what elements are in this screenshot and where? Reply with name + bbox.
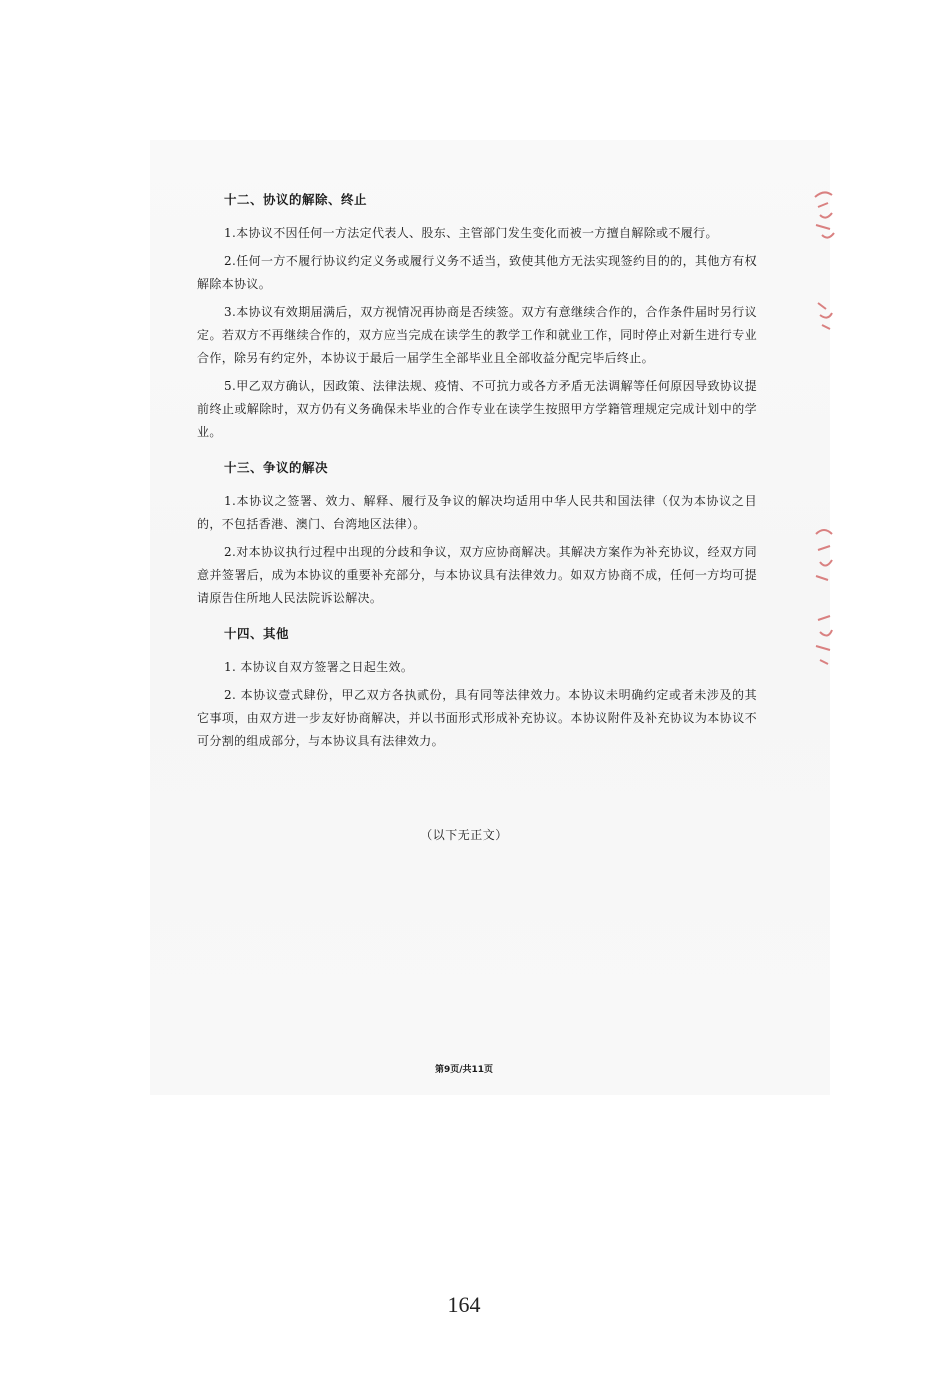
document-body — [197, 190, 757, 767]
section-dispute — [197, 458, 757, 610]
section-heading: 十三、争议的解决 — [224, 460, 329, 475]
section-heading: 十四、其他 — [224, 626, 290, 641]
end-of-text-note: （以下无正文） — [420, 828, 508, 842]
paragraph: 2. 本协议壹式肆份，甲乙双方各执贰份，具有同等法律效力。本协议未明确约定或者未涉及的其它事项，由双方进一步友好协商解决，并以书面形式形成补充协议。本协议附件及补充协议为本协议不可分割的组成部分，与本协议具有法律效力。 — [197, 688, 757, 748]
paragraph: 1. 本协议自双方签署之日起生效。 — [224, 660, 414, 674]
page-number: 164 — [447, 1292, 481, 1317]
paragraph: 3.本协议有效期届满后，双方视情况再协商是否续签。双方有意继续合作的，合作条件届时另行议定。若双方不再继续合作的，双方应当完成在读学生的教学工作和就业工作，同时停止对新生进行专业合作，除另有约定外，本协议于最后一届学生全部毕业且全部收益分配完毕后终止。 — [197, 305, 757, 365]
paragraph: 1.本协议之签署、效力、解释、履行及争议的解决均适用中华人民共和国法律（仅为本协议之目的，不包括香港、澳门、台湾地区法律）。 — [197, 494, 757, 531]
paragraph: 2.任何一方不履行协议约定义务或履行义务不适当，致使其他方无法实现签约目的的，其他方有权解除本协议。 — [197, 254, 757, 291]
page-footer: 第9页/共11页 — [434, 1065, 494, 1075]
paragraph: 1.本协议不因任何一方法定代表人、股东、主管部门发生变化而被一方擅自解除或不履行。 — [224, 226, 718, 240]
seal-stamp-top — [810, 185, 840, 245]
section-termination — [197, 190, 757, 444]
section-heading: 十二、协议的解除、终止 — [224, 192, 368, 207]
paragraph: 5.甲乙双方确认，因政策、法律法规、疫情、不可抗力或各方矛盾无法调解等任何原因导致协议提前终止或解除时，双方仍有义务确保未毕业的合作专业在读学生按照甲方学籍管理规定完成计划中的学业。 — [197, 379, 757, 439]
seal-stamp-mid — [810, 295, 840, 335]
seal-stamp-bottom — [810, 520, 840, 670]
paragraph: 2.对本协议执行过程中出现的分歧和争议，双方应协商解决。其解决方案作为补充协议，经双方同意并签署后，成为本协议的重要补充部分，与本协议具有法律效力。如双方协商不成，任何一方均可提请原告住所地人民法院诉讼解决。 — [197, 545, 757, 605]
section-other — [197, 624, 757, 753]
